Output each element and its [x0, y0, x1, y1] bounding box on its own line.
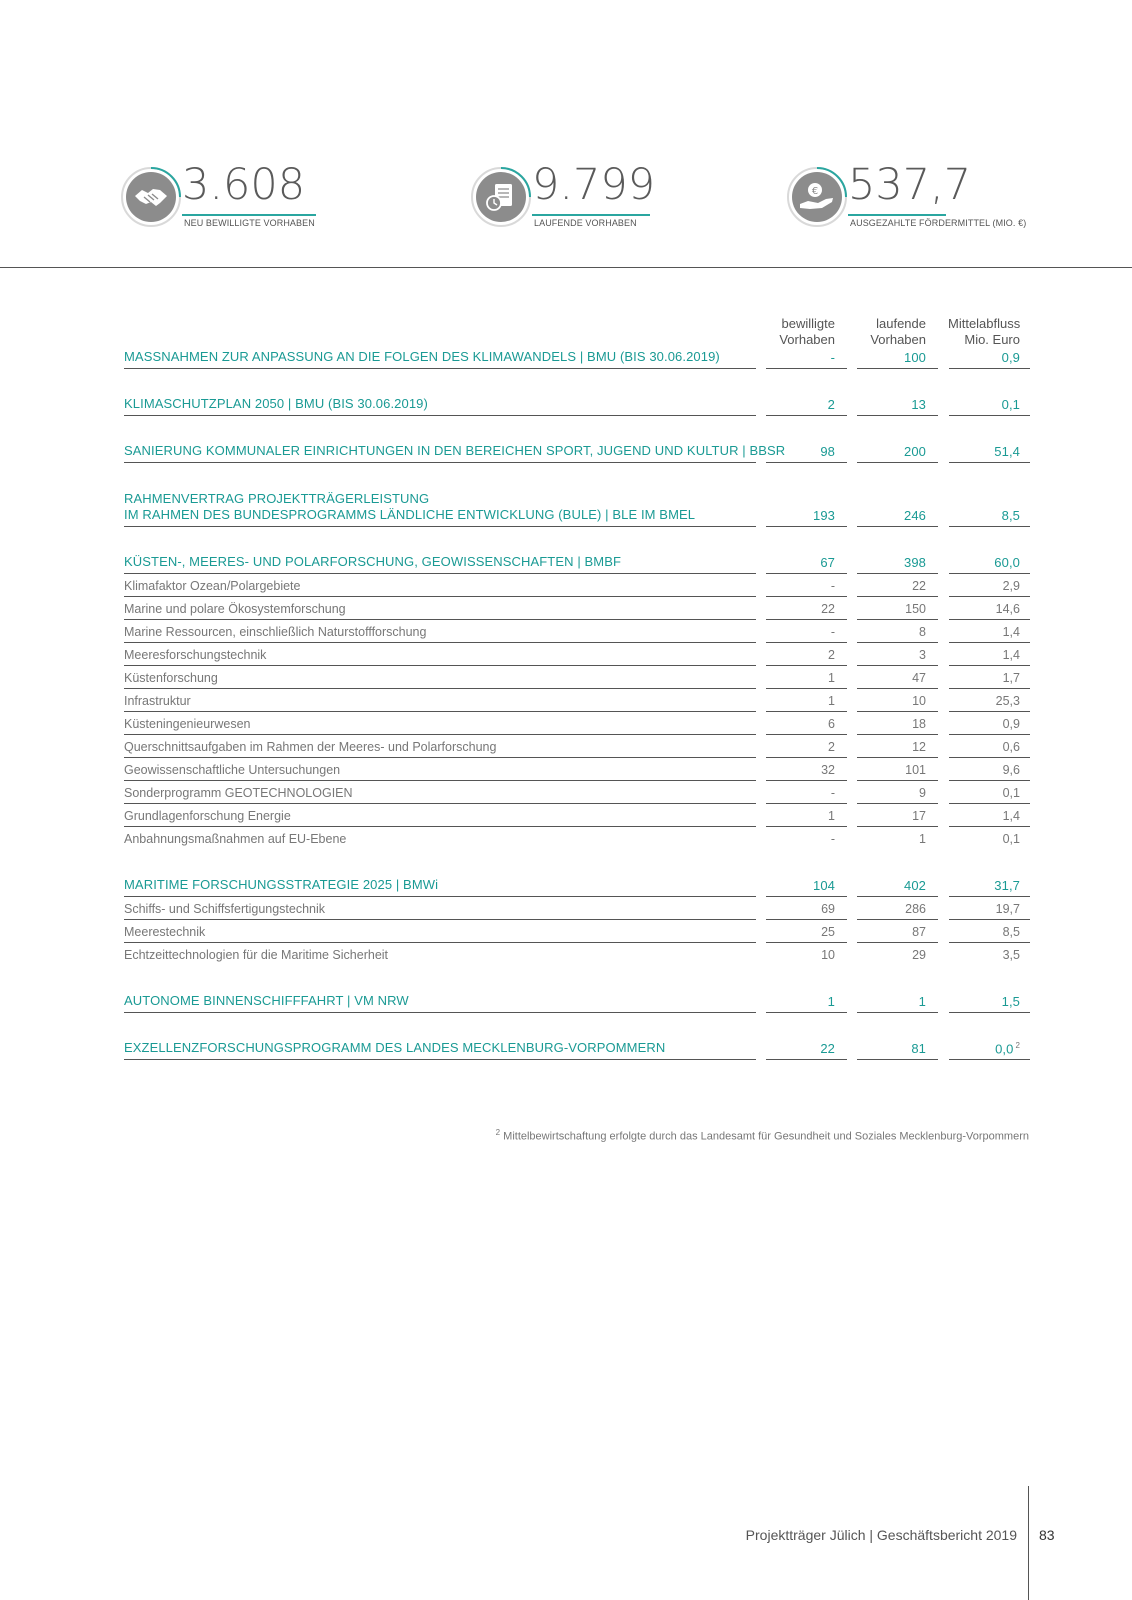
cell-value: 60,0 — [994, 555, 1020, 570]
cell-running — [856, 902, 926, 916]
row-label: Querschnittsaufgaben im Rahmen der Meeres- und Polarforschung — [124, 740, 497, 754]
row-rule — [949, 526, 1030, 527]
table-section-row — [124, 440, 1030, 463]
cell-value: 2 — [828, 740, 835, 754]
cell-running — [856, 1041, 926, 1056]
table-row — [124, 689, 1030, 712]
column-header-approved — [765, 316, 835, 348]
cell-disbursed — [948, 902, 1020, 916]
cell-running — [856, 948, 926, 962]
footnote-reference: 2 — [1015, 1040, 1020, 1050]
row-rule — [949, 368, 1030, 369]
row-rule — [124, 415, 756, 416]
cell-value: 8,5 — [1002, 925, 1020, 939]
cell-running — [856, 648, 926, 662]
row-rule — [124, 1059, 756, 1060]
cell-value: 0,1 — [1002, 786, 1020, 800]
euro-hand-icon — [786, 166, 848, 228]
cell-approved — [765, 648, 835, 662]
cell-value: 32 — [821, 763, 835, 777]
row-rule — [766, 1012, 847, 1013]
cell-approved — [765, 671, 835, 685]
cell-approved — [765, 602, 835, 616]
column-header-line: laufende — [876, 316, 926, 331]
column-header-line: Mio. Euro — [964, 332, 1020, 347]
cell-running — [856, 994, 926, 1009]
cell-running — [856, 671, 926, 685]
kpi-label: NEU BEWILLIGTE VORHABEN — [184, 218, 315, 228]
kpi-label: LAUFENDE VORHABEN — [534, 218, 637, 228]
table-section-row — [124, 990, 1030, 1013]
cell-value: 17 — [912, 809, 926, 823]
cell-value: 22 — [821, 602, 835, 616]
row-label: Geowissenschaftliche Untersuchungen — [124, 763, 341, 777]
cell-value: 1,4 — [1002, 625, 1020, 639]
table-section-row — [124, 1037, 1030, 1060]
cell-value: 3,5 — [1002, 948, 1020, 962]
footnote-text: Mittelbewirtschaftung erfolgte durch das Landesamt für Gesundheit und Soziales Mecklenburg-Vorpommern — [503, 1130, 1029, 1143]
cell-value: 22 — [912, 579, 926, 593]
cell-value: 1 — [828, 809, 835, 823]
cell-approved — [765, 948, 835, 962]
cell-value: 98 — [820, 444, 835, 459]
row-label: KÜSTEN-, MEERES- UND POLARFORSCHUNG, GEOWISSENSCHAFTEN | BMBF — [124, 554, 622, 569]
row-rule — [766, 526, 847, 527]
row-label: MASSNAHMEN ZUR ANPASSUNG AN DIE FOLGEN DES KLIMAWANDELS | BMU (BIS 30.06.2019) — [124, 349, 720, 364]
cell-value: 14,6 — [995, 602, 1020, 616]
cell-value: 47 — [912, 671, 926, 685]
cell-value: 10 — [912, 694, 926, 708]
column-header-line: Mittelabfluss — [948, 316, 1021, 331]
cell-running — [856, 740, 926, 754]
cell-value: - — [830, 350, 835, 365]
footnote-mark: 2 — [495, 1128, 501, 1137]
row-label: Sonderprogramm GEOTECHNOLOGIEN — [124, 786, 353, 800]
row-label: Echtzeittechnologien für die Maritime Sicherheit — [124, 948, 389, 962]
row-label: Küsteningenieurwesen — [124, 717, 251, 731]
column-header-line: bewilligte — [781, 316, 835, 331]
cell-value: 1 — [827, 994, 835, 1009]
table-row — [124, 666, 1030, 689]
row-label: Meerestechnik — [124, 925, 206, 939]
row-rule — [124, 1012, 756, 1013]
cell-value: 51,4 — [994, 444, 1020, 459]
row-rule — [857, 1059, 938, 1060]
kpi-underline — [182, 214, 316, 216]
table-row — [124, 758, 1030, 781]
cell-value: 150 — [905, 602, 926, 616]
cell-value: 25,3 — [995, 694, 1020, 708]
cell-disbursed — [948, 878, 1020, 893]
cell-value: 193 — [813, 508, 835, 523]
cell-value: 31,7 — [994, 878, 1020, 893]
cell-disbursed — [948, 694, 1020, 708]
cell-value: 101 — [905, 763, 926, 777]
cell-approved — [765, 444, 835, 459]
table-row — [124, 712, 1030, 735]
row-label: MARITIME FORSCHUNGSSTRATEGIE 2025 | BMWi — [124, 877, 439, 892]
cell-value: 6 — [828, 717, 835, 731]
cell-approved — [765, 878, 835, 893]
cell-value: 1,7 — [1002, 671, 1020, 685]
cell-approved — [765, 397, 835, 412]
cell-running — [856, 555, 926, 570]
row-rule — [857, 462, 938, 463]
kpi-label: AUSGEZAHLTE FÖRDERMITTEL (MIO. €) — [850, 218, 1027, 228]
cell-approved — [765, 832, 835, 846]
cell-disbursed — [948, 350, 1020, 365]
cell-value: 9 — [919, 786, 926, 800]
table-row — [124, 643, 1030, 666]
cell-running — [856, 809, 926, 823]
row-label: Marine Ressourcen, einschließlich Naturstoffforschung — [124, 625, 427, 639]
row-rule — [949, 1012, 1030, 1013]
row-rule — [857, 415, 938, 416]
table-row — [124, 897, 1030, 920]
row-rule — [124, 462, 756, 463]
cell-disbursed — [948, 579, 1020, 593]
table-section-row — [124, 393, 1030, 416]
row-label: Küstenforschung — [124, 671, 218, 685]
cell-value: 19,7 — [995, 902, 1020, 916]
cell-value: 2,9 — [1002, 579, 1020, 593]
cell-value: 1,4 — [1002, 648, 1020, 662]
row-label: Marine und polare Ökosystemforschung — [124, 602, 346, 616]
cell-value: 0,1 — [1001, 397, 1020, 412]
cell-value: - — [830, 832, 835, 846]
cell-disbursed — [948, 602, 1020, 616]
cell-value: 398 — [904, 555, 926, 570]
cell-value: 0,9 — [1002, 717, 1020, 731]
cell-value: 104 — [813, 878, 835, 893]
cell-approved — [765, 508, 835, 523]
row-label: KLIMASCHUTZPLAN 2050 | BMU (BIS 30.06.2019) — [124, 396, 428, 411]
row-rule — [949, 1059, 1030, 1060]
cell-running — [856, 717, 926, 731]
cell-running — [856, 925, 926, 939]
cell-value: 1,4 — [1002, 809, 1020, 823]
cell-disbursed — [948, 832, 1020, 846]
cell-approved — [765, 994, 835, 1009]
kpi-value: 9.799 — [532, 160, 656, 210]
table-row — [124, 781, 1030, 804]
cell-approved — [765, 763, 835, 777]
cell-value: 2 — [827, 397, 835, 412]
cell-running — [856, 508, 926, 523]
cell-value: 69 — [821, 902, 835, 916]
kpi-underline — [848, 214, 946, 216]
table-section-row — [124, 874, 1030, 897]
cell-disbursed — [948, 994, 1020, 1009]
cell-disbursed — [948, 648, 1020, 662]
cell-disbursed — [948, 786, 1020, 800]
row-rule — [949, 462, 1030, 463]
cell-disbursed — [948, 948, 1020, 962]
row-label: Infrastruktur — [124, 694, 191, 708]
row-rule — [857, 526, 938, 527]
table-section-row — [124, 346, 1030, 369]
cell-disbursed — [948, 671, 1020, 685]
cell-value: 0,1 — [1002, 832, 1020, 846]
cell-value: 1 — [918, 994, 926, 1009]
cell-disbursed — [948, 444, 1020, 459]
cell-approved — [765, 925, 835, 939]
cell-approved — [765, 717, 835, 731]
cell-value: 29 — [912, 948, 926, 962]
table-row — [124, 920, 1030, 943]
row-label — [124, 491, 695, 523]
cell-disbursed — [948, 925, 1020, 939]
cell-value: 1 — [828, 671, 835, 685]
row-label: AUTONOME BINNENSCHIFFFAHRT | VM NRW — [124, 993, 409, 1008]
row-rule — [857, 1012, 938, 1013]
cell-running — [856, 878, 926, 893]
kpi-underline — [532, 214, 650, 216]
cell-value: 3 — [919, 648, 926, 662]
cell-running — [856, 579, 926, 593]
cell-disbursed — [948, 625, 1020, 639]
row-label: SANIERUNG KOMMUNALER EINRICHTUNGEN IN DEN BEREICHEN SPORT, JUGEND UND KULTUR | BBSR — [124, 443, 786, 458]
cell-value: 1 — [919, 832, 926, 846]
cell-disbursed — [948, 397, 1020, 412]
cell-value: 1 — [828, 694, 835, 708]
row-rule — [766, 462, 847, 463]
cell-running — [856, 694, 926, 708]
column-header-disbursed — [948, 316, 1020, 348]
cell-value: 8,5 — [1001, 508, 1020, 523]
cell-value: - — [830, 786, 835, 800]
cell-running — [856, 397, 926, 412]
cell-approved — [765, 625, 835, 639]
cell-disbursed — [948, 763, 1020, 777]
row-label: Meeresforschungstechnik — [124, 648, 267, 662]
cell-value: 8 — [919, 625, 926, 639]
cell-running — [856, 602, 926, 616]
kpi-value: 3.608 — [182, 160, 306, 210]
cell-running — [856, 786, 926, 800]
cell-running — [856, 763, 926, 777]
cell-disbursed — [948, 809, 1020, 823]
cell-running — [856, 444, 926, 459]
cell-approved — [765, 350, 835, 365]
column-header-line: Vorhaben — [870, 332, 926, 347]
cell-value: 10 — [821, 948, 835, 962]
row-label: Anbahnungsmaßnahmen auf EU-Ebene — [124, 832, 347, 846]
footer-divider — [1028, 1486, 1029, 1600]
cell-value: 0,6 — [1002, 740, 1020, 754]
cell-value: 12 — [912, 740, 926, 754]
cell-approved — [765, 1041, 835, 1056]
cell-approved — [765, 579, 835, 593]
cell-running — [856, 350, 926, 365]
cell-value: 22 — [820, 1041, 835, 1056]
row-label: Klimafaktor Ozean/Polargebiete — [124, 579, 301, 593]
cell-disbursed — [948, 717, 1020, 731]
cell-disbursed — [948, 1041, 1020, 1056]
table-row — [124, 735, 1030, 758]
table-row — [124, 574, 1030, 597]
cell-value: - — [830, 579, 835, 593]
table-section-row — [124, 487, 1030, 527]
cell-disbursed — [948, 508, 1020, 523]
row-label-line: RAHMENVERTRAG PROJEKTTRÄGERLEISTUNG — [124, 491, 430, 506]
cell-approved — [765, 786, 835, 800]
row-rule — [124, 526, 756, 527]
row-label-line: IM RAHMEN DES BUNDESPROGRAMMS LÄNDLICHE ENTWICKLUNG (BULE) | BLE IM BMEL — [124, 507, 696, 522]
row-label: Grundlagenforschung Energie — [124, 809, 291, 823]
cell-value: 25 — [821, 925, 835, 939]
kpi-value: 537,7 — [848, 160, 972, 210]
cell-value: - — [830, 625, 835, 639]
svg-text:€: € — [811, 186, 819, 197]
table-row — [124, 804, 1030, 827]
table-row — [124, 827, 1030, 850]
column-header-running — [856, 316, 926, 348]
cell-approved — [765, 740, 835, 754]
cell-value: 81 — [911, 1041, 926, 1056]
cell-approved — [765, 694, 835, 708]
cell-value: 9,6 — [1002, 763, 1020, 777]
cell-running — [856, 832, 926, 846]
cell-approved — [765, 809, 835, 823]
cell-value: 402 — [904, 878, 926, 893]
cell-value: 2 — [828, 648, 835, 662]
cell-value: 1,5 — [1001, 994, 1020, 1009]
cell-value: 246 — [904, 508, 926, 523]
cell-value: 0,0 — [995, 1041, 1014, 1056]
row-rule — [857, 368, 938, 369]
cell-running — [856, 625, 926, 639]
row-rule — [949, 415, 1030, 416]
header-divider — [0, 267, 1132, 268]
row-rule — [766, 1059, 847, 1060]
table-row — [124, 943, 1030, 966]
row-label: Schiffs- und Schiffsfertigungstechnik — [124, 902, 326, 916]
cell-value: 18 — [912, 717, 926, 731]
row-label: EXZELLENZFORSCHUNGSPROGRAMM DES LANDES MECKLENBURG-VORPOMMERN — [124, 1040, 666, 1055]
table-row — [124, 597, 1030, 620]
handshake-icon — [120, 166, 182, 228]
cell-value: 100 — [904, 350, 926, 365]
cell-value: 13 — [911, 397, 926, 412]
cell-value: 286 — [905, 902, 926, 916]
cell-disbursed — [948, 740, 1020, 754]
row-rule — [766, 415, 847, 416]
page-number: 83 — [1039, 1527, 1055, 1543]
footer-title: Projektträger Jülich | Geschäftsbericht 2019 — [745, 1527, 1017, 1543]
row-rule — [766, 368, 847, 369]
table-section-row — [124, 551, 1030, 574]
row-rule — [124, 368, 756, 369]
table-row — [124, 620, 1030, 643]
cell-value: 200 — [904, 444, 926, 459]
cell-value: 0,9 — [1001, 350, 1020, 365]
column-header-line: Vorhaben — [779, 332, 835, 347]
cell-approved — [765, 902, 835, 916]
cell-disbursed — [948, 555, 1020, 570]
cell-value: 87 — [912, 925, 926, 939]
footnote — [496, 1128, 1029, 1143]
cell-value: 67 — [820, 555, 835, 570]
cell-approved — [765, 555, 835, 570]
document-clock-icon — [470, 166, 532, 228]
